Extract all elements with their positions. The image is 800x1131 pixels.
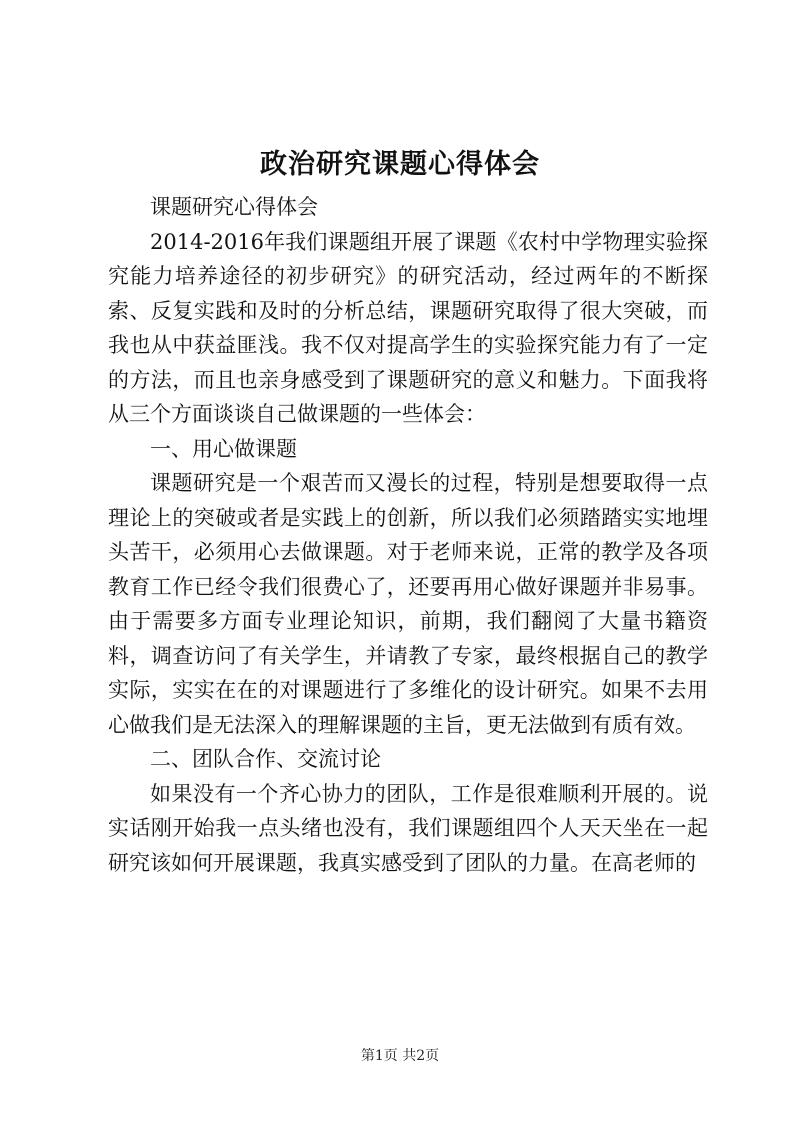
page-footer: 第1页 共2页 [360,1048,440,1064]
section-heading-1: 一、用心做课题 [150,436,297,461]
page-title: 政治研究课题心得体会 [260,149,540,180]
section-1-paragraph: 课题研究是一个艰苦而又漫长的过程，特别是想要取得一点理论上的突破或者是实践上的创新，所以我们必须踏踏实实地埋头苦干，必须用心去做课题。对于老师来说，正常的教学及各项教育工作已经令我们很费心了，还要再用心做好课题并非易事。由于需要多方面专业理论知识，前期，我们翻阅了大量书籍资料，调查访问了有关学生，并请教了专家，最终根据自己的教学实际，实实在在的对课题进行了多维化的设计研究。如果不去用心做我们是无法深入的理解课题的主旨，更无法做到有质有效。 [108,471,708,737]
document-body [108,190,708,880]
section-2-paragraph: 如果没有一个齐心协力的团队，工作是很难顺利开展的。说实话刚开始我一点头绪也没有，我们课题组四个人天天坐在一起研究该如何开展课题，我真实感受到了团队的力量。在高老师的 [108,781,708,875]
subtitle-paragraph: 课题研究心得体会 [150,195,318,219]
section-heading-2: 二、团队合作、交流讨论 [150,747,381,771]
intro-paragraph: 2014-2016年我们课题组开展了课题《农村中学物理实验探究能力培养途径的初步研究》的研究活动，经过两年的不断探索、反复实践和及时的分析总结，课题研究取得了很大突破，而我也从中获益匪浅。我不仅对提高学生的实验探究能力有了一定的方法，而且也亲身感受到了课题研究的意义和魅力。下面我将从三个方面谈谈自己做课题的一些体会： [108,229,708,426]
